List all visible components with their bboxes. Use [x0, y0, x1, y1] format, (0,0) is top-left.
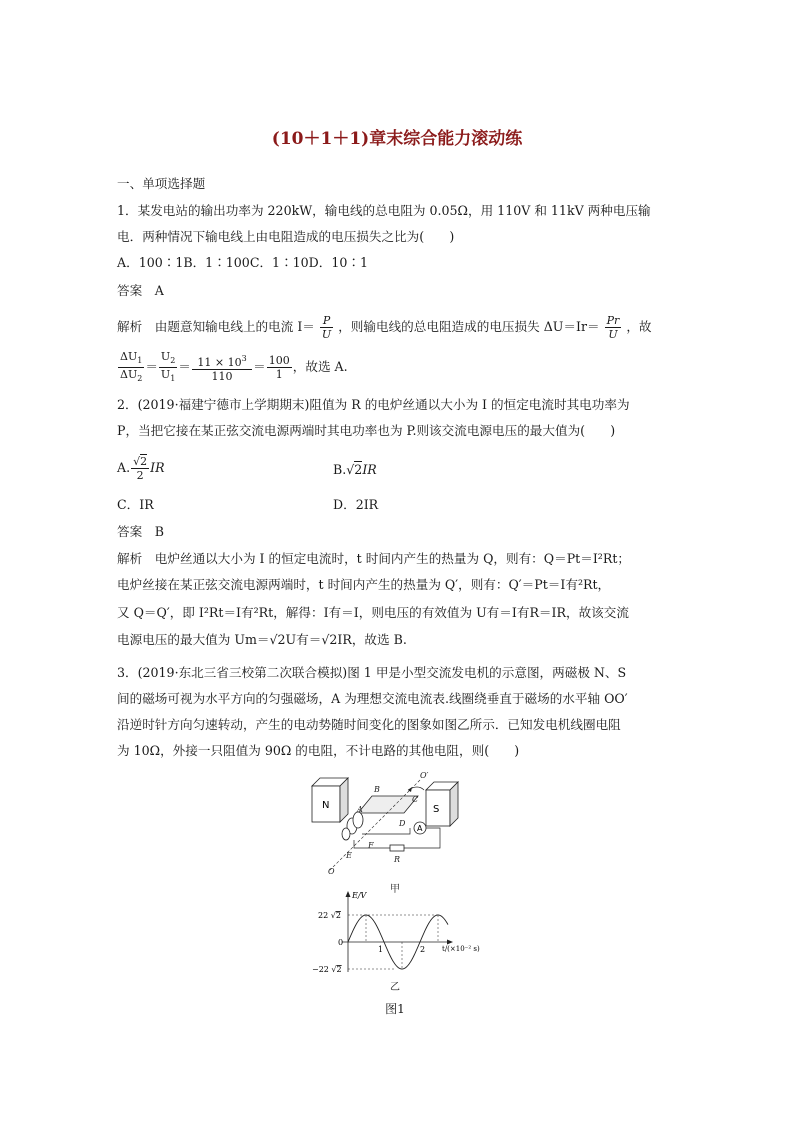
svg-text:D: D: [399, 819, 406, 828]
emf-graph: [300, 888, 500, 976]
y-axis-label: E/V: [352, 891, 367, 900]
generator-diagram: [300, 768, 480, 878]
q2-line2: P，当把它接在某正弦交流电源两端时其电功率也为 P.则该交流电源电压的最大值为( ): [117, 423, 616, 438]
svg-text:O: O: [328, 867, 335, 876]
q1-line2: 电．两种情况下输电线上由电阻造成的电压损失之比为( ): [117, 229, 455, 244]
q3-line3: 沿逆时针方向匀速转动，产生的电动势随时间变化的图象如图乙所示．已知发电机线圈电阻: [117, 717, 621, 732]
svg-text:B: B: [374, 785, 380, 794]
q2-analysis-4: 电源电压的最大值为 Um＝√2U有＝√2IR，故选 B.: [117, 632, 407, 647]
q2-analysis-1: 解析 电炉丝通以大小为 I 的恒定电流时，t 时间内产生的热量为 Q，则有：Q＝Pt＝I²Rt；: [117, 551, 630, 566]
q2-option-c: C．IR: [117, 497, 154, 512]
q1-answer: 答案 A: [117, 283, 164, 298]
q3-line1: 3．(2019·东北三省三校第二次联合模拟)图 1 甲是小型交流发电机的示意图，两磁极 N、S: [117, 665, 627, 680]
svg-text:O′: O′: [420, 771, 429, 780]
figure-yi-label: 乙: [390, 982, 400, 993]
q1-analysis: [117, 314, 652, 341]
svg-text:R: R: [394, 855, 401, 864]
svg-text:F: F: [368, 841, 374, 850]
tick-1-label: 1: [378, 945, 384, 954]
figure-jia-label: 甲: [390, 884, 400, 895]
q1-line1: 1．某发电站的输出功率为 220kW，输电线的总电阻为 0.05Ω，用 110V 和 11kV 两种电压输: [117, 203, 651, 218]
x-axis-label: t/(×10⁻² s): [442, 945, 480, 953]
q2-analysis-3: 又 Q＝Q′，即 I²Rt＝I有²Rt，解得：I有＝I，则电压的有效值为 U有＝I有R＝IR，故该交流: [117, 605, 629, 620]
q3-line2: 间的磁场可视为水平方向的匀强磁场，A 为理想交流电流表.线圈绕垂直于磁场的水平轴 OO′: [117, 691, 628, 706]
page-title: (10＋1＋1)章末综合能力滚动练: [271, 129, 523, 149]
q1-options: A．100∶1B．1∶100C．1∶10D．10∶1: [117, 255, 369, 270]
q2-option-b: B.√2IR: [333, 462, 377, 477]
q2-line1: 2．(2019·福建宁德市上学期期末)阻值为 R 的电炉丝通以大小为 I 的恒定电流时其电功率为: [117, 397, 630, 412]
q2-option-a: A. $\frac{√2}{2}$ IR: [117, 455, 165, 482]
fraction-p-over-u: $\frac{P}{U}$: [321, 314, 332, 341]
q1-ratio: $\frac{\Delta U_1}{\Delta U_2}$ ＝ $\frac{U_2}{U_1}$ ＝ $\frac{11 \times 10^3}{110}$ ＝ $\frac{100}{1}$ ，故选 A.: [120, 350, 348, 383]
q1-analysis-a: 解析 由题意知输电线上的电流 I＝: [117, 319, 315, 334]
q1-analysis-c: ，故: [626, 319, 652, 334]
magnet-n-label: N: [322, 800, 330, 811]
svg-text:E: E: [346, 851, 352, 860]
magnet-s-label: S: [433, 804, 440, 815]
ammeter-label: A: [417, 824, 423, 833]
q2-option-d: D．2IR: [333, 497, 379, 512]
figure-caption: 图1: [385, 1002, 405, 1016]
y-top-label: 22 √2: [318, 911, 341, 920]
tick-2-label: 2: [420, 945, 426, 954]
q2-analysis-2: 电炉丝接在某正弦交流电源两端时，t 时间内产生的热量为 Q′，则有：Q′＝Pt＝I有²Rt，: [117, 577, 611, 592]
q3-line4: 为 10Ω，外接一只阻值为 90Ω 的电阻，不计电路的其他电阻，则( ): [117, 743, 520, 758]
section-heading: 一、单项选择题: [117, 176, 206, 191]
svg-text:A: A: [357, 805, 363, 814]
q1-analysis-end: ，故选 A.: [292, 359, 348, 374]
svg-text:C: C: [412, 795, 419, 804]
fraction-pr-over-u: $\frac{Pr}{U}$: [606, 314, 620, 341]
q1-analysis-b: ，则输电线的总电阻造成的电压损失 ΔU＝Ir＝: [338, 319, 600, 334]
y-bottom-label: −22 √2: [312, 965, 342, 974]
zero-label: 0: [338, 938, 344, 947]
q2-answer: 答案 B: [117, 524, 165, 539]
